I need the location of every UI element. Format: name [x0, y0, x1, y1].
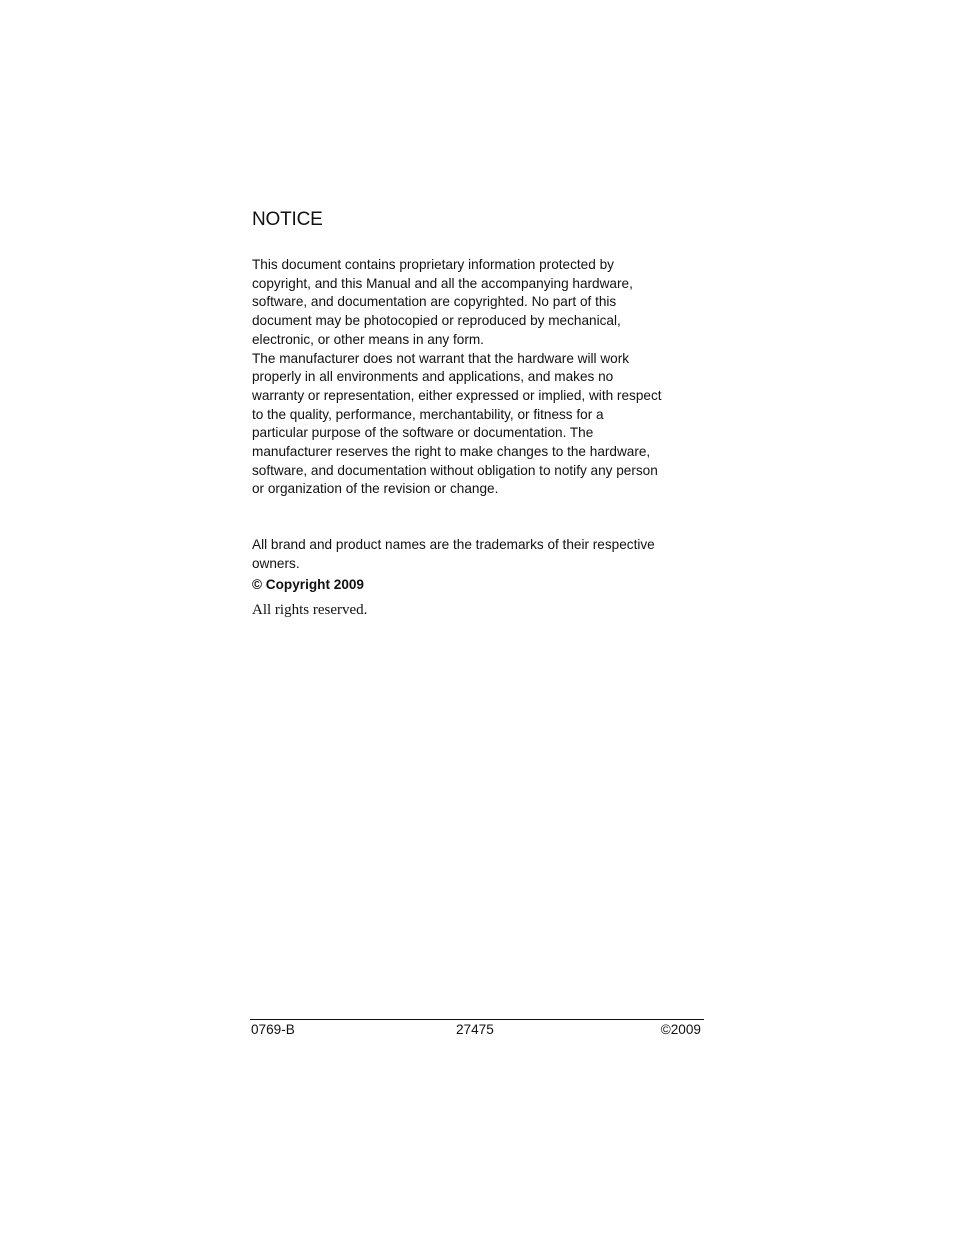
paragraph-line: owners.: [252, 555, 300, 571]
paragraph-line: manufacturer reserves the right to make changes to the hardware,: [252, 444, 651, 460]
footer-doc-code: 0769-B: [251, 1022, 295, 1037]
warranty-paragraph: [252, 350, 704, 500]
rights-reserved: All rights reserved.: [252, 601, 368, 618]
footer-page-number: 27475: [456, 1022, 494, 1037]
paragraph-line: The manufacturer does not warrant that the hardware will work: [252, 350, 630, 366]
paragraph-line: warranty or representation, either expressed or implied, with respect: [252, 387, 662, 403]
copyright-line: © Copyright 2009: [252, 576, 364, 592]
proprietary-paragraph: [252, 256, 704, 350]
notice-section: [252, 208, 704, 620]
paragraph-line: properly in all environments and applications, and makes no: [252, 369, 614, 385]
trademark-paragraph: [252, 536, 704, 573]
paragraph-line: software, and documentation without obligation to notify any person: [252, 462, 658, 478]
page-footer: [250, 1019, 704, 1041]
notice-title: NOTICE: [252, 209, 323, 230]
footer-copyright: ©2009: [660, 1022, 701, 1037]
paragraph-line: document may be photocopied or reproduced by mechanical,: [252, 313, 621, 329]
paragraph-line: This document contains proprietary information protected by: [252, 257, 614, 272]
paragraph-line: particular purpose of the software or documentation. The: [252, 425, 594, 441]
paragraph-line: or organization of the revision or change.: [252, 481, 499, 497]
paragraph-line: copyright, and this Manual and all the accompanying hardware,: [252, 275, 633, 291]
paragraph-line: software, and documentation are copyrighted. No part of this: [252, 294, 617, 310]
paragraph-line: to the quality, performance, merchantability, or fitness for a: [252, 406, 604, 422]
paragraph-line: electronic, or other means in any form.: [252, 331, 484, 347]
paragraph-line: All brand and product names are the trademarks of their respective: [252, 537, 655, 553]
